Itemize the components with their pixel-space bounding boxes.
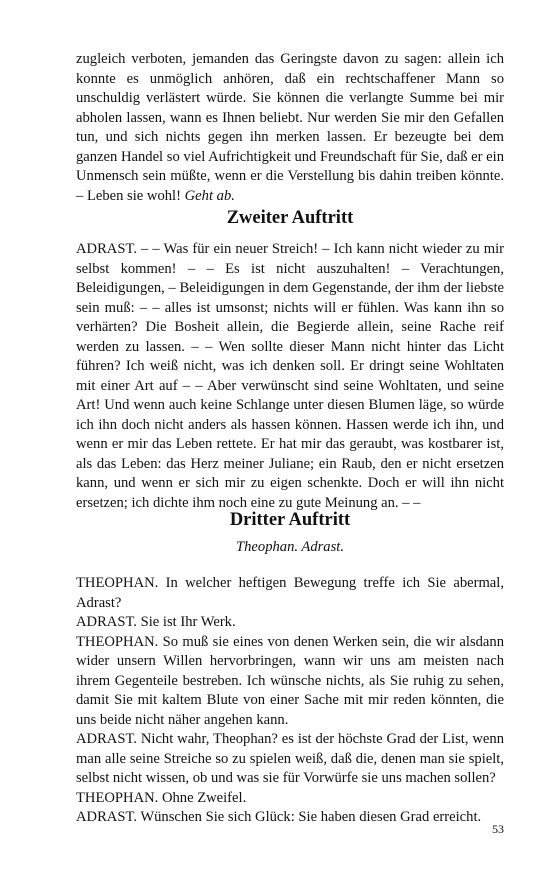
dialogue-line: ADRAST. Wünschen Sie sich Glück: Sie haben diesen Grad erreicht.: [76, 809, 482, 825]
opening-paragraph: [76, 50, 504, 206]
opening-paragraph-text: zugleich verboten, jemanden das Geringste davon zu sagen: allein ich konnte es unmöglich anhören, daß ein rechtschaffener Mann so unschuldig verlästert würde. Sie können die verlangte Summe bei mir abholen lassen, wann es Ihnen beliebt. Nur werden Sie mir den Gefallen tun, und sich nichts gegen ihn merken lassen. Er bezeugte bei dem ganzen Handel so viel Aufrichtigkeit und Freundschaft für Sie, daß er ein Unmensch sein müßte, wenn er die Verstellung bis dahin treiben könnte. – Leben sie wohl!: [76, 51, 504, 204]
dialogue-line: THEOPHAN. In welcher heftigen Bewegung treffe ich Sie abermal, Adrast?: [76, 575, 504, 611]
scene-heading-dritter-auftritt: Dritter Auftritt: [229, 510, 351, 530]
scene-persons: Theophan. Adrast.: [236, 539, 344, 555]
page-number: 53: [492, 822, 504, 836]
dialogue-line: ADRAST. Sie ist Ihr Werk.: [76, 614, 236, 630]
dialogue-line: ADRAST. Nicht wahr, Theophan? es ist der höchste Grad der List, wenn man alle seine Streiche so zu spielen weiß, daß die, denen man sie spielt, selbst nicht wissen, ob und was sie für Vorwürfe sie uns machen sollen?: [76, 731, 504, 786]
scene3-dialogue: [76, 574, 504, 828]
adrast-monologue: ADRAST. – – Was für ein neuer Streich! – Ich kann nicht wieder zu mir selbst kommen! – – Es ist nicht auszuhalten! – Verachtungen, Beleidigungen, – Beleidigungen in dem Gegenstande, der ihm der liebste sein muß: – – alles ist umsonst; nichts will er fühlen. Was kann ihn so verhärten? Die Bosheit allein, die Begierde allein, seine Rache reif werden zu lassen. – – Wen sollte dieser Mann nicht hinter das Licht führen? Ich weiß nicht, was ich denken soll. Er dringt seine Wohltaten mit einer Art auf – – Aber verwünscht sind seine Wohltaten, und seine Art! Und wenn auch keine Schlange unter diesen Blumen läge, so würde ich ihn doch nicht anders als hassen können. Hassen werde ich ihn, und wenn er mir das Leben rettete. Er hat mir das geraubt, was kostbarer ist, als das Leben: das Herz meiner Juliane; ein Raub, den er nicht ersetzen kann, und wenn er sich mir zu eigen schenkte. Doch er will ihn nicht ersetzen; ich dichte ihm noch eine zu gute Meinung an. – –: [76, 241, 504, 511]
scene-heading-zweiter-auftritt: Zweiter Auftritt: [226, 208, 354, 228]
opening-paragraph-block: [76, 50, 504, 206]
dialogue-line: THEOPHAN. Ohne Zweifel.: [76, 789, 247, 806]
scene2-block: [76, 240, 504, 513]
dialogue-line: THEOPHAN. So muß sie eines von denen Werken sein, die wir alsdann wider unsern Willen hervorbringen, wann wir uns am meisten nach ihrem Gegenteile bestreben. Ich wünsche nichts, als Sie ruhig zu sehen, damit Sie mit kaltem Blute von einer Sache mit mir reden könnten, die uns beide nicht näher angehen kann.: [76, 633, 504, 728]
stage-direction: Geht ab.: [184, 187, 235, 204]
